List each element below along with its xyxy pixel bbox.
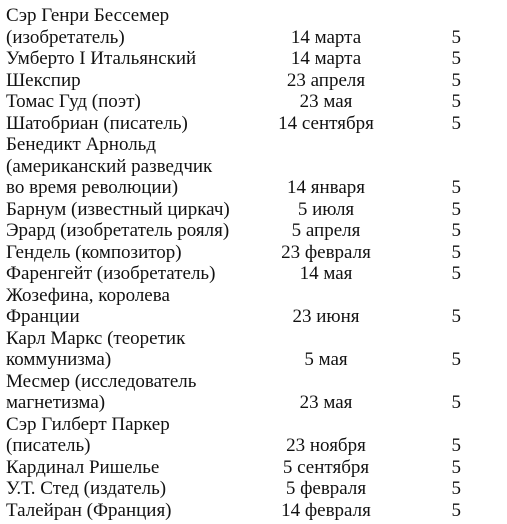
person-name-line: Шекспир (6, 69, 81, 91)
person-name-line: Фаренгейт (изобретатель) (6, 263, 216, 284)
person-name-line: Карл Маркс (теоретик (6, 327, 186, 349)
date-cell: 5 сентября (282, 456, 370, 478)
person-name-line: Талейран (Франция) (6, 499, 172, 521)
number-cell: 5 (451, 91, 461, 112)
list-row (6, 134, 501, 199)
number-cell: 5 (451, 306, 461, 327)
number-cell: 5 (451, 198, 461, 220)
person-name-line: Сэр Гилберт Паркер (6, 413, 170, 435)
date-cell: 14 января (286, 177, 366, 198)
person-name-line: У.Т. Стед (издатель) (6, 478, 167, 499)
date-cell: 5 мая (304, 349, 348, 370)
person-name-line: во время революции) (6, 177, 179, 198)
list-row (6, 113, 501, 135)
list-row (6, 199, 501, 221)
number-cell: 5 (451, 26, 461, 48)
date-cell: 14 сентября (278, 112, 374, 134)
person-name-line: Франции (6, 306, 80, 327)
date-cell: 5 июля (297, 198, 355, 220)
date-cell: 23 июня (292, 306, 360, 327)
list-row (6, 285, 501, 328)
person-name-line: Барнум (известный циркач) (6, 198, 230, 220)
number-cell: 5 (451, 241, 461, 263)
date-cell: 14 мая (299, 263, 353, 284)
person-name-line: (американский разведчик (6, 155, 213, 177)
number-cell: 5 (451, 478, 461, 499)
person-name-line: Гендель (композитор) (6, 241, 182, 263)
list-row (6, 220, 501, 242)
list-row (6, 478, 501, 500)
number-cell: 5 (451, 456, 461, 478)
date-cell: 14 марта (290, 48, 362, 69)
person-name-line: Эрард (изобретатель рояля) (6, 220, 230, 241)
person-name-line: (писатель) (6, 435, 91, 456)
person-name-line: Сэр Генри Бессемер (6, 5, 170, 26)
list-row (6, 328, 501, 371)
number-cell: 5 (451, 435, 461, 456)
date-cell: 23 февраля (281, 241, 371, 263)
number-cell: 5 (451, 263, 461, 284)
person-name-line: Месмер (исследователь (6, 370, 197, 392)
date-cell: 23 ноября (286, 435, 366, 456)
person-name-line: (изобретатель) (6, 26, 125, 48)
person-name-line: Шатобриан (писатель) (6, 112, 188, 134)
list-row (6, 457, 501, 479)
person-name-line: магнетизма) (6, 392, 106, 413)
person-name-line: Бенедикт Арнольд (6, 134, 157, 155)
person-name-line: Кардинал Ришелье (6, 456, 160, 478)
person-name-line: Умберто I Итальянский (6, 48, 197, 69)
number-cell: 5 (451, 69, 461, 91)
date-cell: 23 мая (299, 91, 353, 112)
date-cell: 5 февраля (285, 478, 367, 499)
number-cell: 5 (451, 48, 461, 69)
list-row (6, 500, 501, 522)
person-name-line: Жозефина, королева (6, 284, 170, 306)
list-row (6, 70, 501, 92)
list-row (6, 414, 501, 457)
list-row (6, 242, 501, 264)
list-row (6, 371, 501, 414)
date-cell: 14 марта (290, 26, 362, 48)
number-cell: 5 (451, 392, 461, 413)
number-cell: 5 (451, 349, 461, 370)
number-cell: 5 (451, 177, 461, 198)
person-name-line: коммунизма) (6, 349, 112, 370)
number-cell: 5 (451, 112, 461, 134)
date-cell: 23 апреля (286, 69, 366, 91)
birthdays-list (6, 5, 501, 521)
list-row (6, 91, 501, 113)
list-row (6, 5, 501, 48)
number-cell: 5 (451, 499, 461, 521)
date-cell: 5 апреля (291, 220, 361, 241)
date-cell: 14 февраля (281, 499, 371, 521)
person-name-line: Томас Гуд (поэт) (6, 91, 141, 112)
list-row (6, 263, 501, 285)
number-cell: 5 (451, 220, 461, 241)
list-row (6, 48, 501, 70)
date-cell: 23 мая (299, 392, 353, 413)
